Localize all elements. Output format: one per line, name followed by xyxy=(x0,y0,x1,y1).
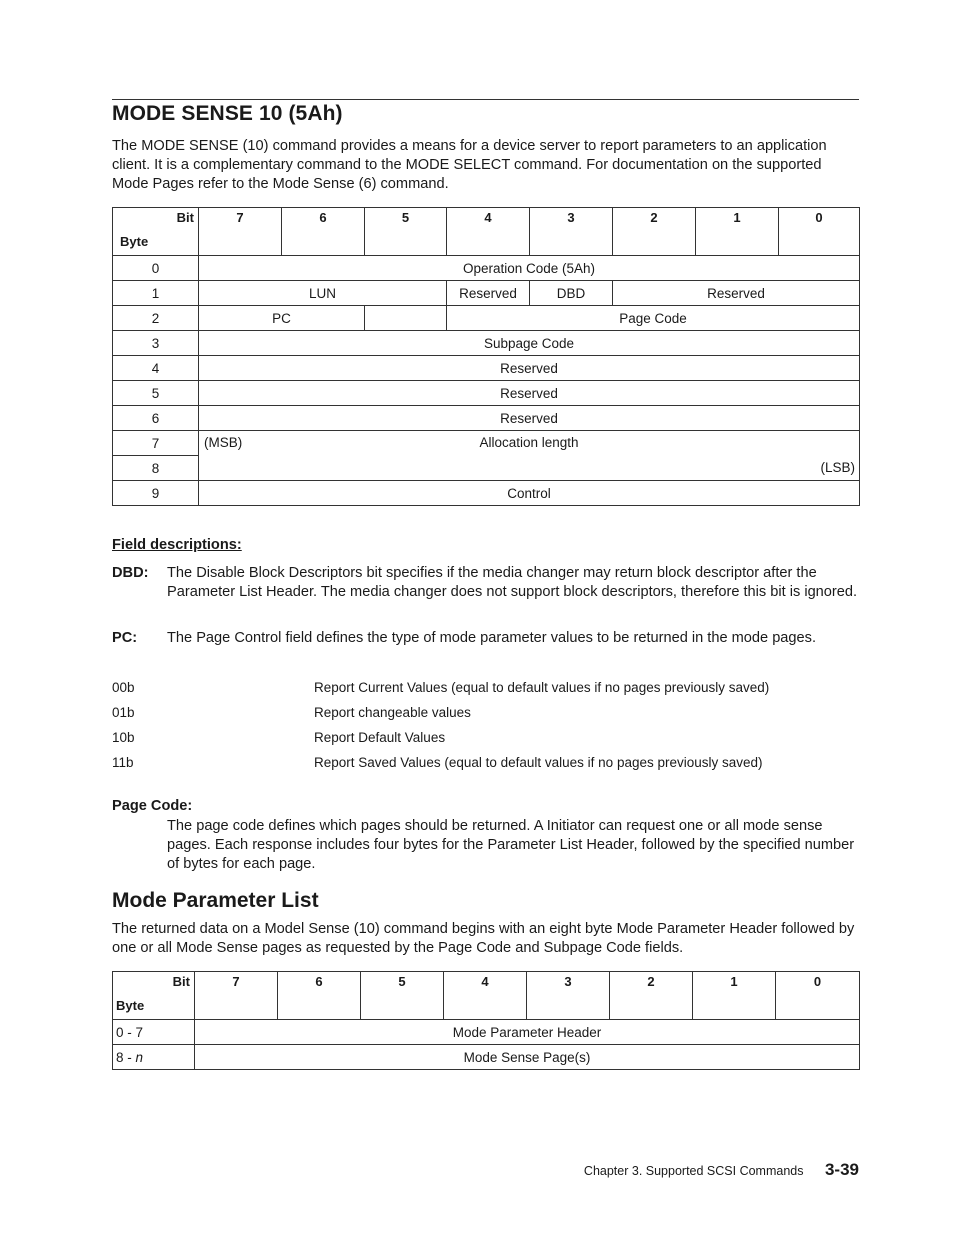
pc-value-meaning: Report changeable values xyxy=(314,705,471,720)
cdb-table xyxy=(112,207,860,506)
operation-code-field: Operation Code (5Ah) xyxy=(199,256,860,281)
section-title-mode-sense-10: MODE SENSE 10 (5Ah) xyxy=(112,102,343,125)
byte-range xyxy=(113,1045,195,1070)
bit-0-header: 0 xyxy=(776,972,860,1020)
page-code-term: Page Code: xyxy=(112,798,193,814)
bit-label: Bit xyxy=(176,210,194,225)
reserved-field: Reserved xyxy=(199,356,860,381)
section-intro: The returned data on a Model Sense (10) command begins with an eight byte Mode Parameter Header followed by one or all Mode Sense pages as requested by the Page Code and Subpage Code fields. xyxy=(112,921,855,956)
reserved-field: Reserved xyxy=(613,281,860,306)
cdb-header-row xyxy=(113,208,860,256)
page-code-description: The page code defines which pages should be returned. A Initiator can request one or all mode sense pages. Each response includes four bytes for the Parameter List Header, followed by the specified number of bytes for each page. xyxy=(167,818,855,872)
byte-number: 3 xyxy=(113,331,199,356)
pc-value-meaning: Report Saved Values (equal to default values if no pages previously saved) xyxy=(314,755,763,770)
bit-4-header: 4 xyxy=(447,208,530,256)
bit-1-header: 1 xyxy=(696,208,779,256)
reserved-field: Reserved xyxy=(447,281,530,306)
cdb-row-5 xyxy=(113,381,860,406)
reserved-field: Reserved xyxy=(199,406,860,431)
pc-value-code: 10b xyxy=(112,730,135,745)
bit-6-header: 6 xyxy=(282,208,365,256)
bit-5-header: 5 xyxy=(365,208,447,256)
byte-number: 0 xyxy=(113,256,199,281)
bit-1-header: 1 xyxy=(693,972,776,1020)
msb-marker: (MSB) xyxy=(204,435,243,450)
byte-number: 1 xyxy=(113,281,199,306)
cdb-row-6 xyxy=(113,406,860,431)
mode-parameter-list-table xyxy=(112,971,860,1070)
field-descriptions-heading: Field descriptions: xyxy=(112,537,242,553)
lsb-marker: (LSB) xyxy=(820,460,855,475)
cdb-row-2 xyxy=(113,306,860,331)
cdb-row-7 xyxy=(113,431,860,456)
dbd-definition xyxy=(112,564,859,602)
byte-label: Byte xyxy=(120,234,149,249)
param-row-header xyxy=(113,1020,860,1045)
pc-field: PC xyxy=(199,306,365,331)
byte-number: 7 xyxy=(113,431,199,456)
cdb-row-4 xyxy=(113,356,860,381)
top-rule xyxy=(112,99,859,100)
byte-number: 8 xyxy=(113,456,199,481)
bit-3-header: 3 xyxy=(530,208,613,256)
pc-term: PC: xyxy=(112,630,138,646)
bit-byte-header xyxy=(113,972,195,1020)
param-header-row xyxy=(113,972,860,1020)
byte-range-variable: n xyxy=(135,1049,144,1065)
section-intro: The MODE SENSE (10) command provides a means for a device server to report parameters to an application client. It is a complementary command to the MODE SELECT command. For documentation on the supported Mode Pages refer to the Mode Sense (6) command. xyxy=(112,138,827,192)
bit-6-header: 6 xyxy=(278,972,361,1020)
allocation-length-label: Allocation length xyxy=(479,435,579,450)
bit-7-header: 7 xyxy=(195,972,278,1020)
allocation-length-field xyxy=(199,431,860,481)
pc-value-code: 00b xyxy=(112,680,135,695)
bit-4-header: 4 xyxy=(444,972,527,1020)
bit-3-header: 3 xyxy=(527,972,610,1020)
pc-value-meaning: Report Default Values xyxy=(314,730,446,745)
bit-5-header: 5 xyxy=(361,972,444,1020)
param-row-pages xyxy=(113,1045,860,1070)
cdb-row-0 xyxy=(113,256,860,281)
pc-value-code: 01b xyxy=(112,705,135,720)
dbd-description: The Disable Block Descriptors bit specifies if the media changer may return block descriptor after the Parameter List Header. The media changer does not support block descriptors, therefore this bit is ignored. xyxy=(167,565,858,600)
byte-range: 0 - 7 xyxy=(113,1020,195,1045)
cdb-row-1 xyxy=(113,281,860,306)
footer-chapter: Chapter 3. Supported SCSI Commands xyxy=(583,1164,804,1178)
mode-sense-pages-field: Mode Sense Page(s) xyxy=(195,1045,860,1070)
dbd-term: DBD: xyxy=(112,565,149,581)
byte-number: 2 xyxy=(113,306,199,331)
mode-parameter-header-field: Mode Parameter Header xyxy=(195,1020,860,1045)
pc-definition xyxy=(112,629,859,648)
bit-2-header: 2 xyxy=(613,208,696,256)
pc-description: The Page Control field defines the type of mode parameter values to be returned in the mode pages. xyxy=(167,630,817,646)
bit-0-header: 0 xyxy=(779,208,860,256)
bit-7-header: 7 xyxy=(199,208,282,256)
page-code-field: Page Code xyxy=(447,306,860,331)
page-number: 3-39 xyxy=(824,1160,859,1179)
cdb-row-9 xyxy=(113,481,860,506)
empty-field xyxy=(365,306,447,331)
byte-number: 9 xyxy=(113,481,199,506)
bit-byte-header xyxy=(113,208,199,256)
dbd-field: DBD xyxy=(530,281,613,306)
pc-value-meaning: Report Current Values (equal to default values if no pages previously saved) xyxy=(314,680,770,695)
byte-number: 4 xyxy=(113,356,199,381)
page-footer xyxy=(584,1160,859,1180)
reserved-field: Reserved xyxy=(199,381,860,406)
byte-number: 5 xyxy=(113,381,199,406)
control-field: Control xyxy=(199,481,860,506)
cdb-row-3 xyxy=(113,331,860,356)
bit-2-header: 2 xyxy=(610,972,693,1020)
section-title-mode-parameter-list: Mode Parameter List xyxy=(112,889,319,912)
byte-label: Byte xyxy=(116,998,145,1013)
lun-field: LUN xyxy=(199,281,447,306)
byte-number: 6 xyxy=(113,406,199,431)
pc-value-code: 11b xyxy=(112,755,134,770)
byte-range-prefix: 8 - xyxy=(116,1049,136,1065)
bit-label: Bit xyxy=(172,974,190,989)
subpage-code-field: Subpage Code xyxy=(199,331,860,356)
